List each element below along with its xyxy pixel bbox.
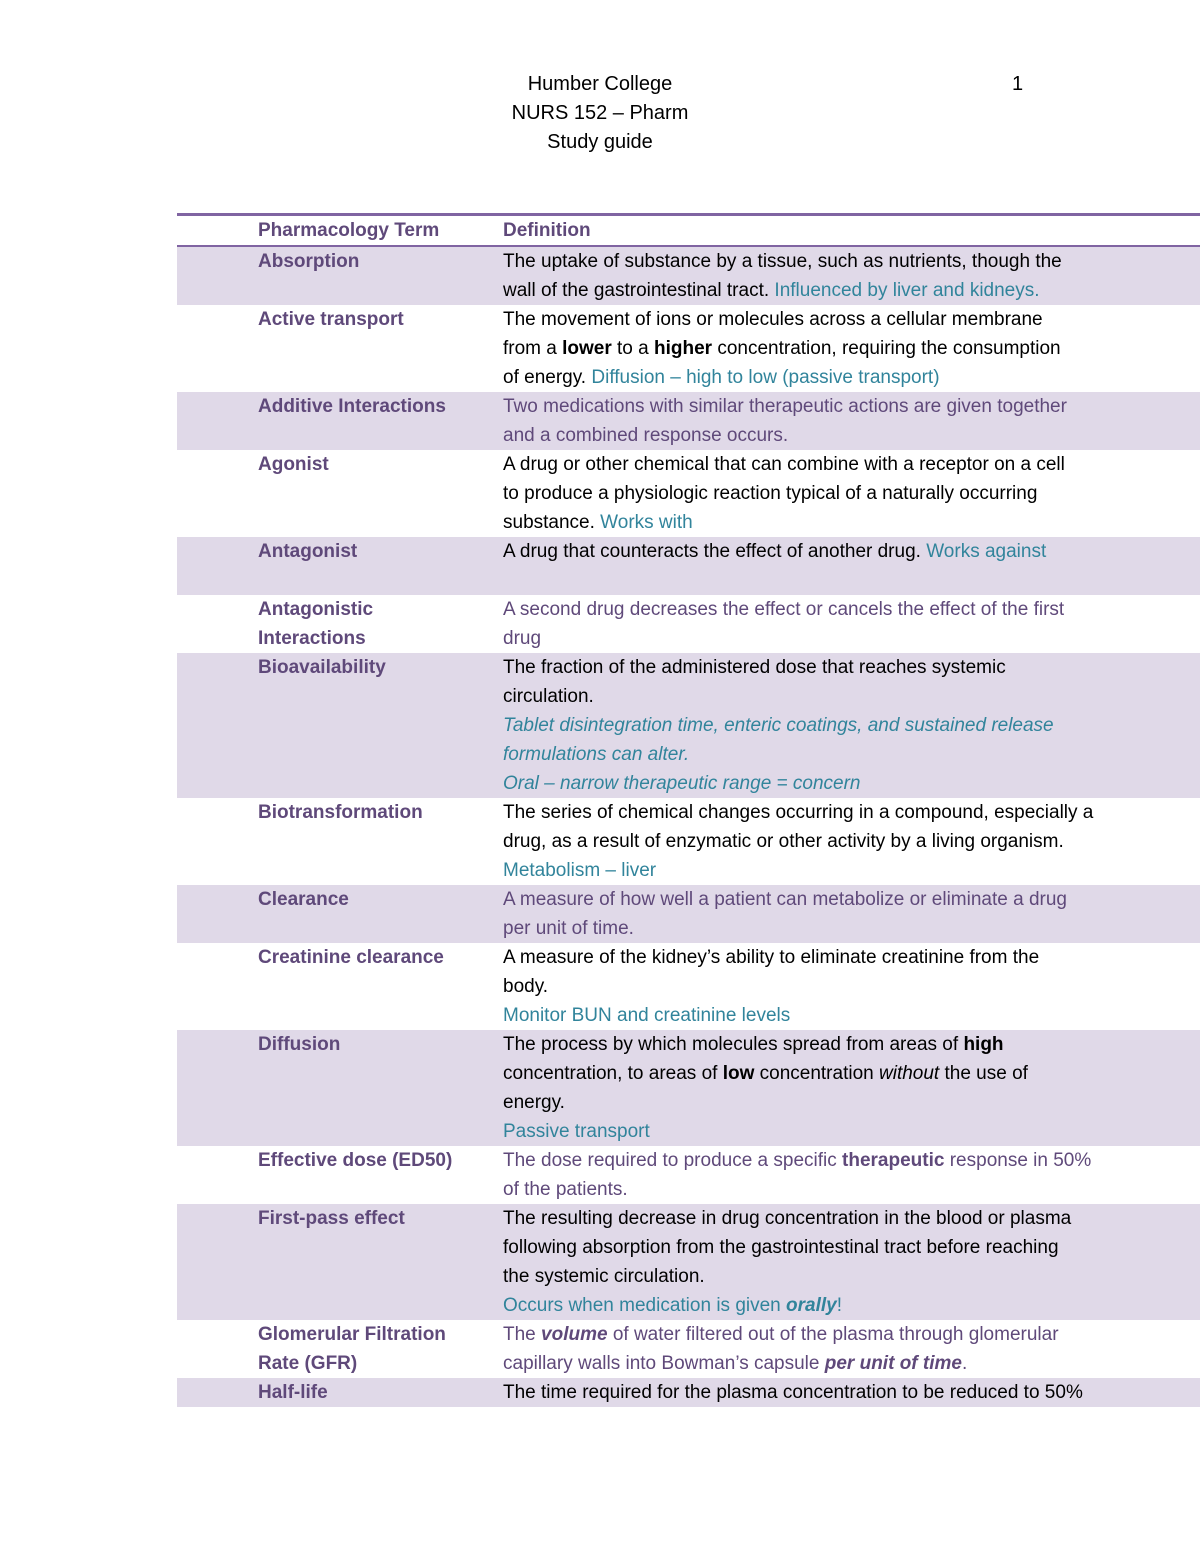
definition-line <box>503 1088 1200 1117</box>
term-text: Diffusion <box>258 1034 341 1055</box>
definition-text: to produce a physiologic reaction typical of a naturally occurring <box>503 483 1038 504</box>
definition-cell <box>503 885 1200 943</box>
definition-line <box>503 740 1200 769</box>
definition-cell <box>503 392 1200 450</box>
definition-text: lower <box>562 338 612 359</box>
definition-text: wall of the gastrointestinal tract. <box>503 280 775 301</box>
definition-text: A second drug decreases the effect or cancels the effect of the first <box>503 599 1065 620</box>
definition-line <box>503 421 1200 450</box>
table-row <box>177 392 1200 450</box>
definition-text: to a <box>611 338 654 359</box>
definition-text: of the patients. <box>503 1179 628 1200</box>
definition-line <box>503 972 1200 1001</box>
definition-line <box>503 653 1200 682</box>
definition-text: following absorption from the gastrointestinal tract before reaching <box>503 1237 1059 1258</box>
definition-text: Two medications with similar therapeutic actions are given together <box>503 396 1067 417</box>
definition-cell <box>503 537 1200 595</box>
term-text: Interactions <box>258 628 366 649</box>
definition-line <box>503 1204 1200 1233</box>
definition-line <box>503 305 1200 334</box>
definition-text: The series of chemical changes occurring in a compound, especially a <box>503 802 1094 823</box>
guide-title: Study guide <box>547 131 653 153</box>
definition-line <box>503 1320 1200 1349</box>
table-header-row <box>177 216 1200 247</box>
term-text: Effective dose (ED50) <box>258 1150 453 1171</box>
definition-line <box>503 798 1200 827</box>
definition-cell <box>503 798 1200 885</box>
definition-line <box>503 1059 1200 1088</box>
definition-line <box>503 1262 1200 1291</box>
definition-text: The fraction of the administered dose that reaches systemic <box>503 657 1006 678</box>
definition-line <box>503 914 1200 943</box>
term-text: Antagonistic <box>258 599 374 620</box>
definition-cell <box>503 1030 1200 1146</box>
term-cell <box>177 1146 503 1204</box>
definition-line <box>503 1349 1200 1378</box>
term-text: Additive Interactions <box>258 396 446 417</box>
term-text: Bioavailability <box>258 657 386 678</box>
definition-line <box>503 885 1200 914</box>
table-row <box>177 653 1200 798</box>
definition-line <box>503 363 1200 392</box>
column-header-term: Pharmacology Term <box>258 220 440 241</box>
definition-text: without <box>879 1063 940 1084</box>
definition-text: per unit of time <box>824 1353 962 1374</box>
definition-line <box>503 334 1200 363</box>
table-row <box>177 595 1200 653</box>
definition-text: Monitor BUN and creatinine levels <box>503 1005 791 1026</box>
definition-text: Works against <box>926 541 1047 562</box>
table-row <box>177 1320 1200 1378</box>
definition-text: A measure of the kidney’s ability to eliminate creatinine from the <box>503 947 1040 968</box>
definition-text: energy. <box>503 1092 565 1113</box>
term-text: Clearance <box>258 889 349 910</box>
column-header-definition: Definition <box>503 220 591 241</box>
table-row <box>177 247 1200 305</box>
definition-line <box>503 392 1200 421</box>
term-cell <box>177 247 503 305</box>
definition-text: concentration, requiring the consumption <box>712 338 1061 359</box>
term-cell <box>177 943 503 1030</box>
definition-text: concentration <box>754 1063 879 1084</box>
definition-text: The process by which molecules spread from areas of <box>503 1034 964 1055</box>
definition-line <box>503 1146 1200 1175</box>
term-cell <box>177 798 503 885</box>
term-text: Rate (GFR) <box>258 1353 358 1374</box>
definition-line <box>503 450 1200 479</box>
college-name: Humber College <box>527 73 673 95</box>
definition-line <box>503 276 1200 305</box>
term-cell <box>177 1204 503 1320</box>
definition-text: the systemic circulation. <box>503 1266 705 1287</box>
definition-text: of water filtered out of the plasma through glomerular <box>607 1324 1059 1345</box>
definition-text: Metabolism – liver <box>503 860 657 881</box>
definition-line <box>503 1378 1200 1407</box>
definition-text: Diffusion – high to low (passive transport) <box>591 367 940 388</box>
term-text: Absorption <box>258 251 360 272</box>
definition-text: drug <box>503 628 542 649</box>
term-text: Active transport <box>258 309 404 330</box>
term-cell <box>177 450 503 537</box>
definition-text: The <box>503 1324 542 1345</box>
term-text: Agonist <box>258 454 329 475</box>
definition-line <box>503 769 1200 798</box>
table-row <box>177 450 1200 537</box>
definition-cell <box>503 1146 1200 1204</box>
definition-line <box>503 508 1200 537</box>
definition-line <box>503 1233 1200 1262</box>
definition-text: the use of <box>939 1063 1028 1084</box>
definition-text: formulations can alter. <box>503 744 690 765</box>
definition-line <box>503 943 1200 972</box>
definition-line <box>503 711 1200 740</box>
table-row <box>177 305 1200 392</box>
term-cell <box>177 537 503 595</box>
definition-line <box>503 1291 1200 1320</box>
definition-text: The time required for the plasma concentration to be reduced to 50% <box>503 1382 1083 1403</box>
table-row <box>177 1378 1200 1407</box>
term-cell <box>177 1320 503 1378</box>
table-row <box>177 1030 1200 1146</box>
table-row <box>177 537 1200 595</box>
definition-text: Tablet disintegration time, enteric coatings, and sustained release <box>503 715 1054 736</box>
definition-cell <box>503 1378 1200 1407</box>
definition-line <box>503 1175 1200 1204</box>
definition-cell <box>503 1204 1200 1320</box>
definition-text: and a combined response occurs. <box>503 425 789 446</box>
term-text: Half-life <box>258 1382 328 1403</box>
definition-text: substance. <box>503 512 601 533</box>
definition-text: response in 50% <box>944 1150 1092 1171</box>
page-number: 1 <box>1012 73 1024 95</box>
definition-line <box>503 595 1200 624</box>
definition-cell <box>503 943 1200 1030</box>
term-text: Creatinine clearance <box>258 947 444 968</box>
definition-line <box>503 827 1200 856</box>
definition-text: . <box>961 1353 968 1374</box>
definition-text: Works with <box>600 512 693 533</box>
definition-cell <box>503 653 1200 798</box>
definition-text: volume <box>541 1324 608 1345</box>
definition-line <box>503 682 1200 711</box>
definition-text: body. <box>503 976 549 997</box>
definition-cell <box>503 1320 1200 1378</box>
definition-text: circulation. <box>503 686 594 707</box>
definition-text: concentration, to areas of <box>503 1063 723 1084</box>
table-body <box>177 247 1200 1407</box>
definition-line <box>503 1030 1200 1059</box>
table-row <box>177 798 1200 885</box>
definition-text: Passive transport <box>503 1121 650 1142</box>
definition-text: Oral – narrow therapeutic range = concern <box>503 773 861 794</box>
definition-line <box>503 624 1200 653</box>
definition-text: of energy. <box>503 367 592 388</box>
term-cell <box>177 392 503 450</box>
definition-text: higher <box>654 338 713 359</box>
definition-cell <box>503 305 1200 392</box>
table-row <box>177 1146 1200 1204</box>
term-text: Biotransformation <box>258 802 423 823</box>
definition-text: The dose required to produce a specific <box>503 1150 843 1171</box>
definition-text: The uptake of substance by a tissue, such as nutrients, though the <box>503 251 1062 272</box>
terms-table <box>177 213 1200 1407</box>
definition-cell <box>503 595 1200 653</box>
term-text: Antagonist <box>258 541 358 562</box>
term-cell <box>177 885 503 943</box>
definition-text: per unit of time. <box>503 918 634 939</box>
definition-line <box>503 1117 1200 1146</box>
table-row <box>177 943 1200 1030</box>
definition-text: A drug that counteracts the effect of another drug. <box>503 541 927 562</box>
definition-line <box>503 247 1200 276</box>
term-text: Glomerular Filtration <box>258 1324 446 1345</box>
definition-text <box>503 570 508 591</box>
definition-line <box>503 537 1200 566</box>
term-text: First-pass effect <box>258 1208 405 1229</box>
definition-text: drug, as a result of enzymatic or other activity by a living organism. <box>503 831 1064 852</box>
table-row <box>177 1204 1200 1320</box>
definition-text: low <box>722 1063 755 1084</box>
term-cell <box>177 595 503 653</box>
term-cell <box>177 305 503 392</box>
definition-line <box>503 566 1200 595</box>
definition-text: A drug or other chemical that can combine with a receptor on a cell <box>503 454 1065 475</box>
definition-text: The resulting decrease in drug concentration in the blood or plasma <box>503 1208 1072 1229</box>
definition-text: from a <box>503 338 563 359</box>
course-title: NURS 152 – Pharm <box>511 102 689 124</box>
definition-line <box>503 856 1200 885</box>
term-cell <box>177 653 503 798</box>
definition-cell <box>503 247 1200 305</box>
definition-line <box>503 479 1200 508</box>
definition-text: A measure of how well a patient can metabolize or eliminate a drug <box>503 889 1067 910</box>
definition-text: Occurs when medication is given <box>503 1295 787 1316</box>
term-cell <box>177 1030 503 1146</box>
definition-text: capillary walls into Bowman’s capsule <box>503 1353 825 1374</box>
definition-text: Influenced by liver and kidneys. <box>774 280 1040 301</box>
definition-text: therapeutic <box>842 1150 945 1171</box>
table-row <box>177 885 1200 943</box>
definition-text: The movement of ions or molecules across a cellular membrane <box>503 309 1043 330</box>
definition-text: orally <box>786 1295 837 1316</box>
term-cell <box>177 1378 503 1407</box>
definition-text: ! <box>836 1295 842 1316</box>
definition-line <box>503 1001 1200 1030</box>
definition-text: high <box>963 1034 1004 1055</box>
definition-cell <box>503 450 1200 537</box>
